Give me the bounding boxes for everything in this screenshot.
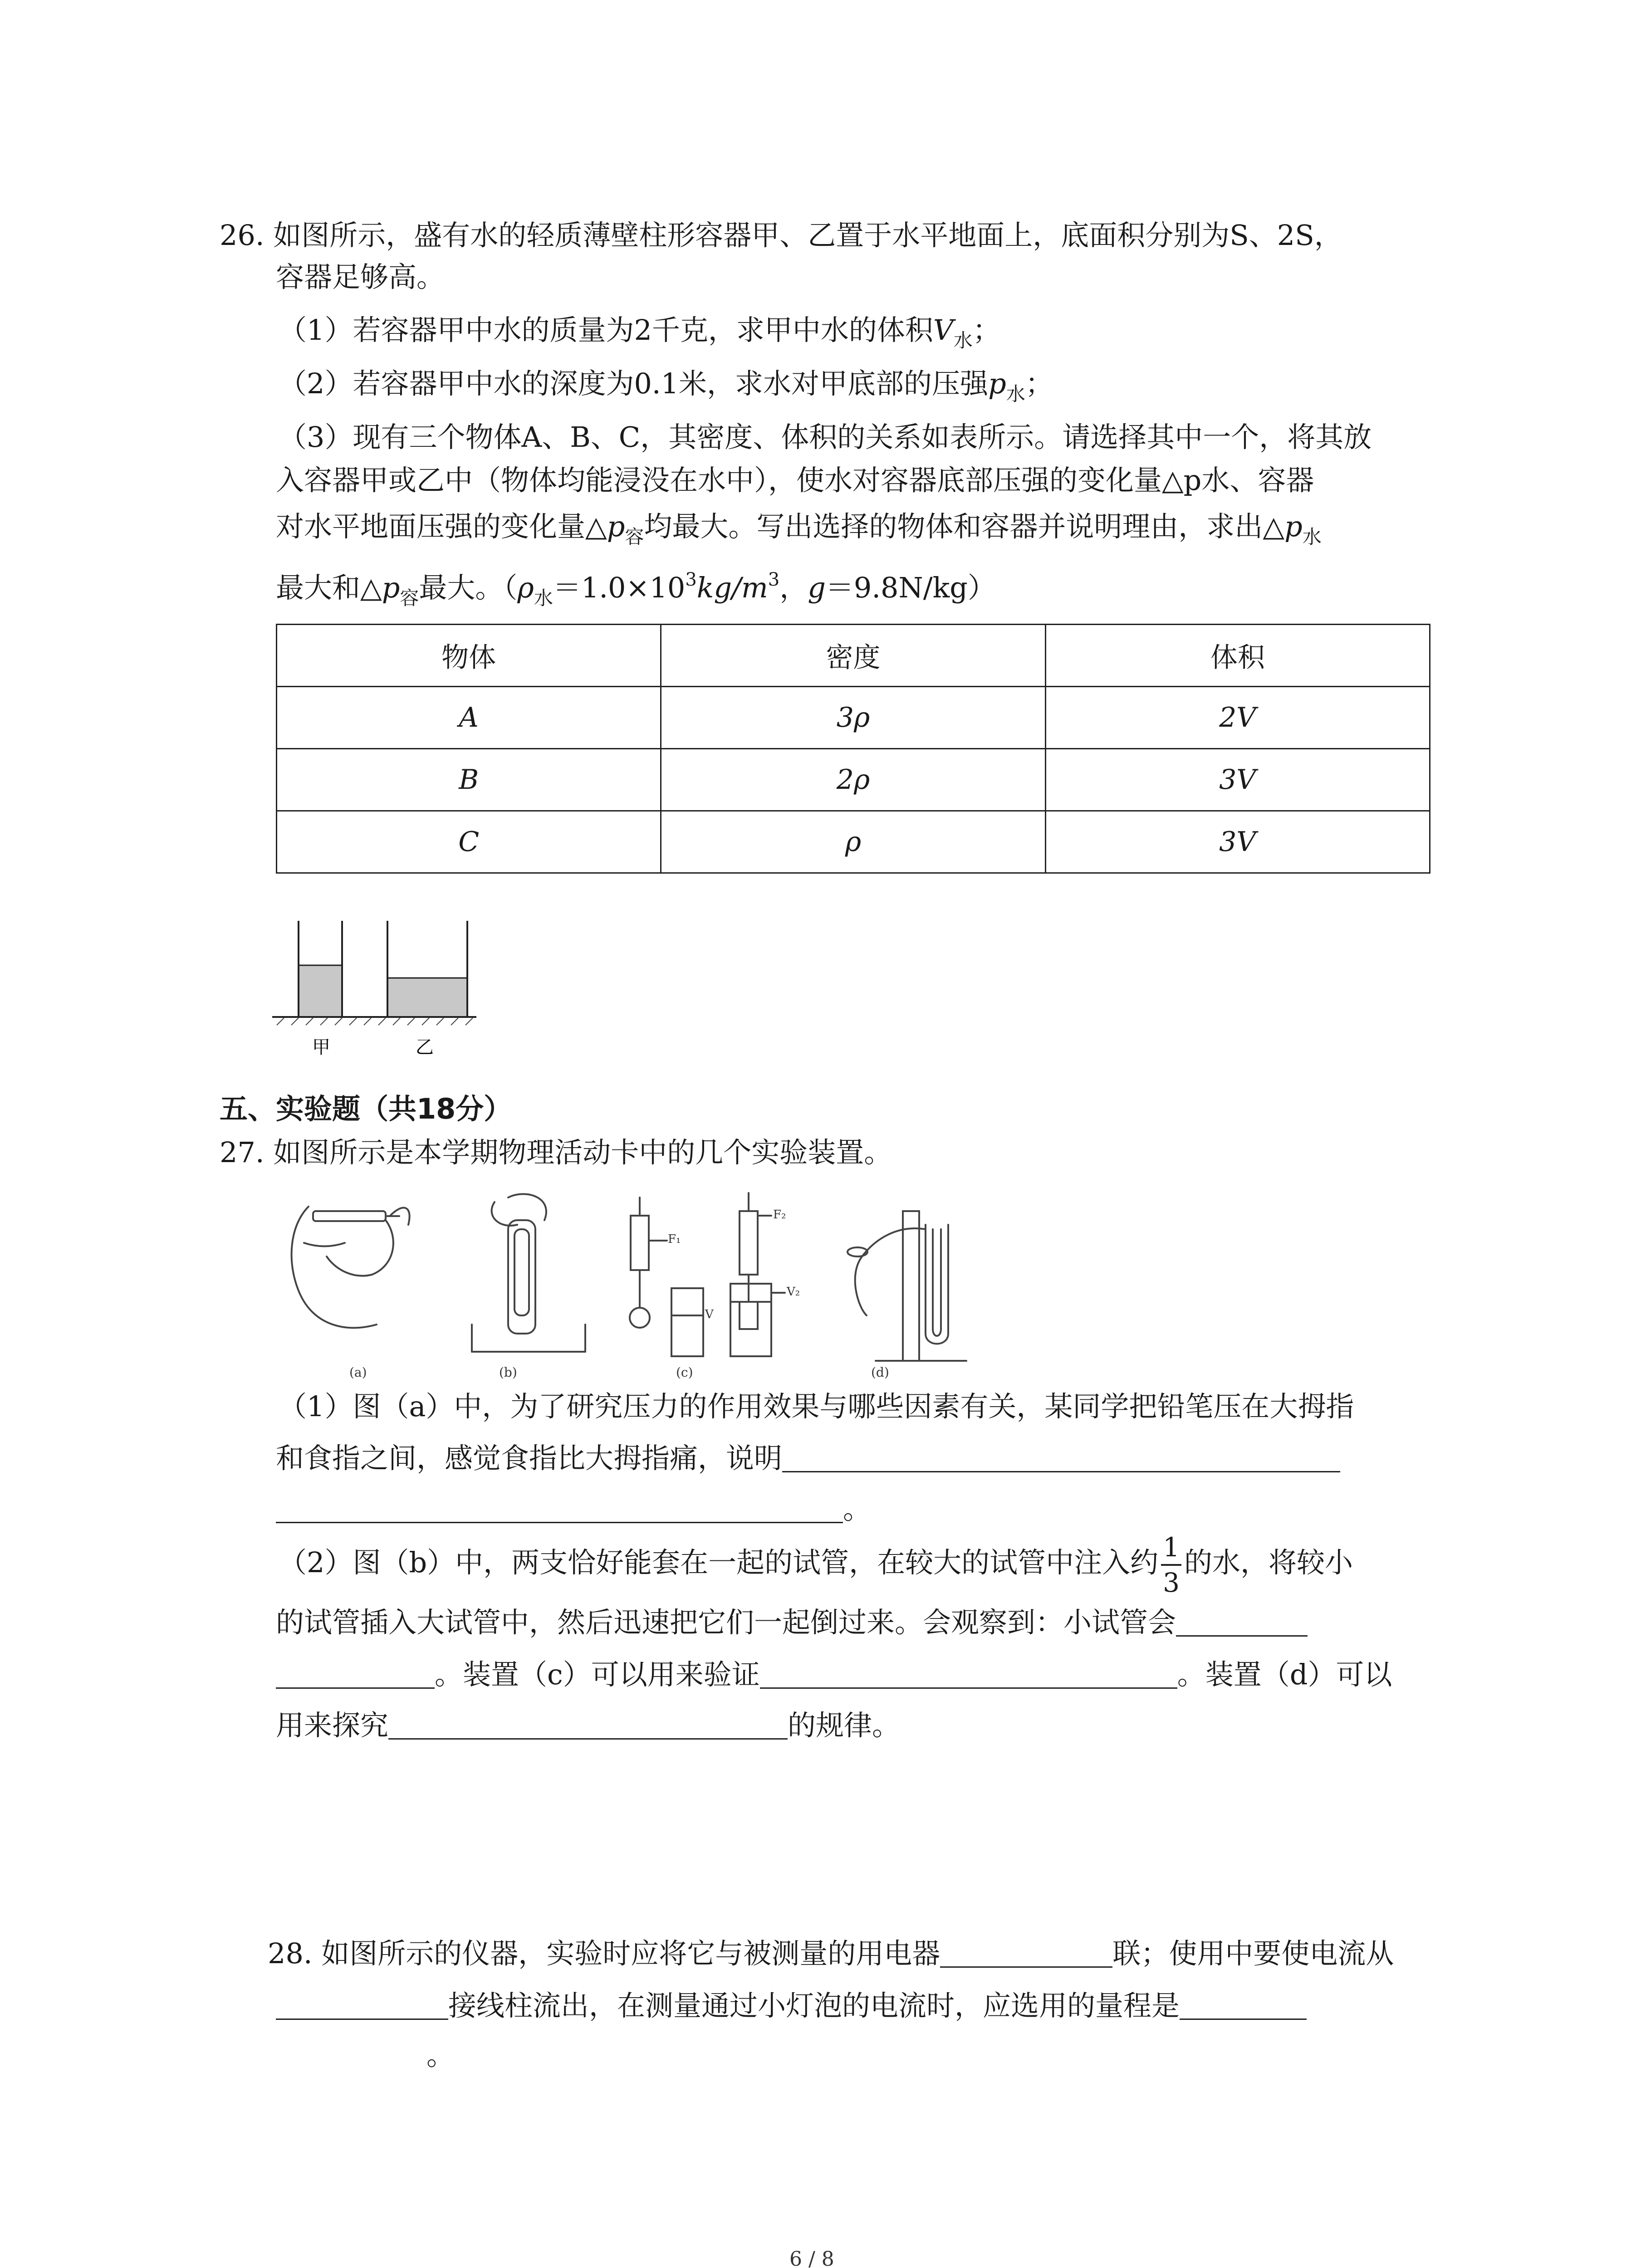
- answer-blank[interactable]: [940, 1939, 1112, 1968]
- label-b: (b): [499, 1365, 517, 1379]
- apparatus-b-test-tubes: [472, 1194, 585, 1352]
- table-header-cell: 密度: [661, 625, 1045, 687]
- table-cell: 2V: [1045, 687, 1430, 749]
- q26-part2: （2）若容器甲中水的深度为0.1米，求水对甲底部的压强$p_水$；: [279, 367, 1053, 405]
- answer-blank[interactable]: [388, 1711, 788, 1740]
- q27-part2-line4: 用来探究 的规律。: [276, 1709, 901, 1742]
- table-header-cell: 物体: [277, 625, 661, 687]
- q26-part3-line4: 最大和$\triangle p_容$最大。（$\rho_水=1.0\times 10^3kg/m^3$，g＝9.8N/kg）: [276, 569, 996, 609]
- label-yi: 乙: [416, 1037, 434, 1057]
- section-title: 五、实验题（共18分）: [220, 1092, 512, 1125]
- table-cell: 3V: [1045, 811, 1430, 873]
- table-cell: 3V: [1045, 749, 1430, 811]
- page-number: 6 / 8: [789, 2248, 834, 2268]
- q28-line3: 。: [426, 2038, 455, 2072]
- container-b-water: [387, 978, 467, 1016]
- answer-blank[interactable]: [782, 1444, 1340, 1472]
- apparatus-a-hand-pencil: [292, 1207, 410, 1328]
- experiment-apparatus-figure: [272, 1188, 980, 1379]
- table-cell: ρ: [661, 811, 1045, 873]
- fraction-one-third: $\frac{1}{3}$: [1161, 1534, 1181, 1596]
- table-cell: A: [277, 687, 661, 749]
- q27-part1-line1: （1）图（a）中，为了研究压力的作用效果与哪些因素有关，某同学把铅笔压在大拇指: [279, 1390, 1354, 1423]
- apparatus-d-manometer: [847, 1211, 966, 1361]
- answer-blank[interactable]: [1176, 1608, 1308, 1637]
- q26-line2: 容器足够高。: [276, 260, 445, 293]
- table-cell: C: [277, 811, 661, 873]
- density-volume-table: [276, 624, 1430, 874]
- answer-blank[interactable]: [760, 1660, 1177, 1689]
- answer-blank[interactable]: [276, 1991, 448, 2020]
- q27-part2-line1: （2）图（b）中，两支恰好能套在一起的试管，在较大的试管中注入约 $\frac{1}{3}$ 的水，将较小: [279, 1532, 1353, 1598]
- answer-blank[interactable]: [1180, 1991, 1307, 2020]
- table-cell: 2ρ: [661, 749, 1045, 811]
- answer-blank[interactable]: [276, 1660, 435, 1689]
- q28-line2: 接线柱流出，在测量通过小灯泡的电流时，应选用的量程是: [276, 1991, 1307, 2020]
- label-F2: F₂: [773, 1208, 786, 1222]
- label-c: (c): [676, 1365, 693, 1379]
- label-a: (a): [349, 1365, 367, 1379]
- label-V2: V₂: [787, 1285, 800, 1299]
- q27-line1: 27. 如图所示是本学期物理活动卡中的几个实验装置。: [220, 1136, 892, 1169]
- label-d: (d): [871, 1365, 889, 1379]
- answer-blank[interactable]: [276, 1495, 843, 1523]
- q27-part1-line3: 。: [276, 1495, 871, 1523]
- q27-part1-line2: 和食指之间，感觉食指比大拇指痛，说明: [276, 1444, 1340, 1472]
- table-cell: B: [277, 749, 661, 811]
- table-row: [277, 749, 1430, 811]
- label-F1: F₁: [668, 1232, 681, 1246]
- q28-line1: 28. 如图所示的仪器，实验时应将它与被测量的用电器 联；使用中要使电流从: [268, 1937, 1394, 1970]
- q26-part3-line3: 对水平地面压强的变化量$\triangle p_容$均最大。写出选择的物体和容器并说明理由，求出$\triangle p_水$: [276, 510, 1322, 548]
- label-V: V: [705, 1308, 714, 1321]
- table-header-cell: 体积: [1045, 625, 1430, 687]
- apparatus-c-spring-scales: [630, 1193, 785, 1356]
- q26-line1: 26. 如图所示，盛有水的轻质薄壁柱形容器甲、乙置于水平地面上，底面积分别为S、2S，: [220, 219, 1342, 252]
- q27-part2-line3: 。装置（c）可以用来验证 。装置（d）可以: [276, 1660, 1392, 1689]
- table-header-row: [277, 625, 1430, 687]
- q26-part1: （1）若容器甲中水的质量为2千克，求甲中水的体积$V_水$；: [279, 313, 1001, 352]
- label-jia: 甲: [312, 1037, 330, 1057]
- container-a-water: [299, 965, 342, 1016]
- containers-figure: [268, 912, 476, 1057]
- q27-part2-line2: 的试管插入大试管中，然后迅速把它们一起倒过来。会观察到：小试管会: [276, 1608, 1308, 1637]
- table-row: [277, 811, 1430, 873]
- q26-part3-line2: 入容器甲或乙中（物体均能浸没在水中），使水对容器底部压强的变化量△p水、容器: [276, 464, 1314, 497]
- q26-part3-line1: （3）现有三个物体A、B、C，其密度、体积的关系如表所示。请选择其中一个，将其放: [279, 420, 1372, 454]
- table-row: [277, 687, 1430, 749]
- table-cell: 3ρ: [661, 687, 1045, 749]
